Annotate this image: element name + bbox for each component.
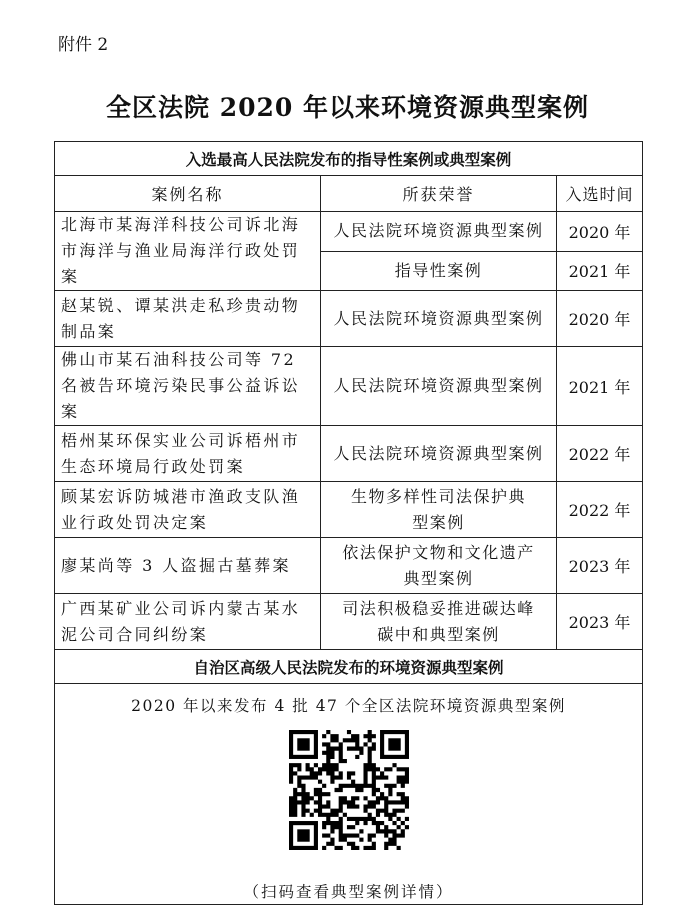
attachment-label: 附件 2 xyxy=(58,35,109,55)
qr-code-icon[interactable] xyxy=(289,730,409,850)
case-name-cell: 佛山市某石油科技公司等 72 名被告环境污染民事公益诉讼案 xyxy=(55,347,321,426)
year-cell: 2021 年 xyxy=(557,251,643,291)
honor-cell: 人民法院环境资源典型案例 xyxy=(321,212,557,252)
table-row xyxy=(55,426,643,482)
cases-table xyxy=(54,141,643,905)
honor-cell: 依法保护文物和文化遗产典型案例 xyxy=(321,538,557,594)
case-name-cell: 广西某矿业公司诉内蒙古某水泥公司合同纠纷案 xyxy=(55,594,321,650)
honor-cell: 指导性案例 xyxy=(321,251,557,291)
year-cell: 2022 年 xyxy=(557,482,643,538)
honor-cell: 人民法院环境资源典型案例 xyxy=(321,426,557,482)
table-row xyxy=(55,347,643,426)
summary-text: 2020 年以来发布 4 批 47 个全区法院环境资源典型案例 xyxy=(131,697,566,715)
case-name-cell: 廖某尚等 3 人盗掘古墓葬案 xyxy=(55,538,321,594)
year-cell: 2021 年 xyxy=(557,347,643,426)
case-name-cell: 顾某宏诉防城港市渔政支队渔业行政处罚决定案 xyxy=(55,482,321,538)
section-supreme-court-header: 入选最高人民法院发布的指导性案例或典型案例 xyxy=(55,142,643,176)
honor-cell: 生物多样性司法保护典型案例 xyxy=(321,482,557,538)
year-cell: 2023 年 xyxy=(557,538,643,594)
page-title: 全区法院 2020 年以来环境资源典型案例 xyxy=(106,93,589,122)
honor-cell: 司法积极稳妥推进碳达峰碳中和典型案例 xyxy=(321,594,557,650)
table-row xyxy=(55,482,643,538)
table-row xyxy=(55,538,643,594)
case-name-cell: 梧州某环保实业公司诉梧州市生态环境局行政处罚案 xyxy=(55,426,321,482)
case-name-cell: 北海市某海洋科技公司诉北海市海洋与渔业局海洋行政处罚案 xyxy=(55,212,321,291)
year-cell: 2023 年 xyxy=(557,594,643,650)
year-cell: 2020 年 xyxy=(557,212,643,252)
year-cell: 2020 年 xyxy=(557,291,643,347)
section-regional-court-header: 自治区高级人民法院发布的环境资源典型案例 xyxy=(55,650,643,684)
honor-cell: 人民法院环境资源典型案例 xyxy=(321,347,557,426)
qr-section xyxy=(55,684,643,905)
case-name-cell: 赵某锐、谭某洪走私珍贵动物制品案 xyxy=(55,291,321,347)
qr-caption: （扫码查看典型案例详情） xyxy=(243,883,454,901)
table-row xyxy=(55,594,643,650)
table-row xyxy=(55,212,643,252)
table-row xyxy=(55,291,643,347)
column-header-year: 入选时间 xyxy=(557,176,643,212)
column-header-honor: 所获荣誉 xyxy=(321,176,557,212)
column-header-case-name: 案例名称 xyxy=(55,176,321,212)
honor-cell: 人民法院环境资源典型案例 xyxy=(321,291,557,347)
year-cell: 2022 年 xyxy=(557,426,643,482)
